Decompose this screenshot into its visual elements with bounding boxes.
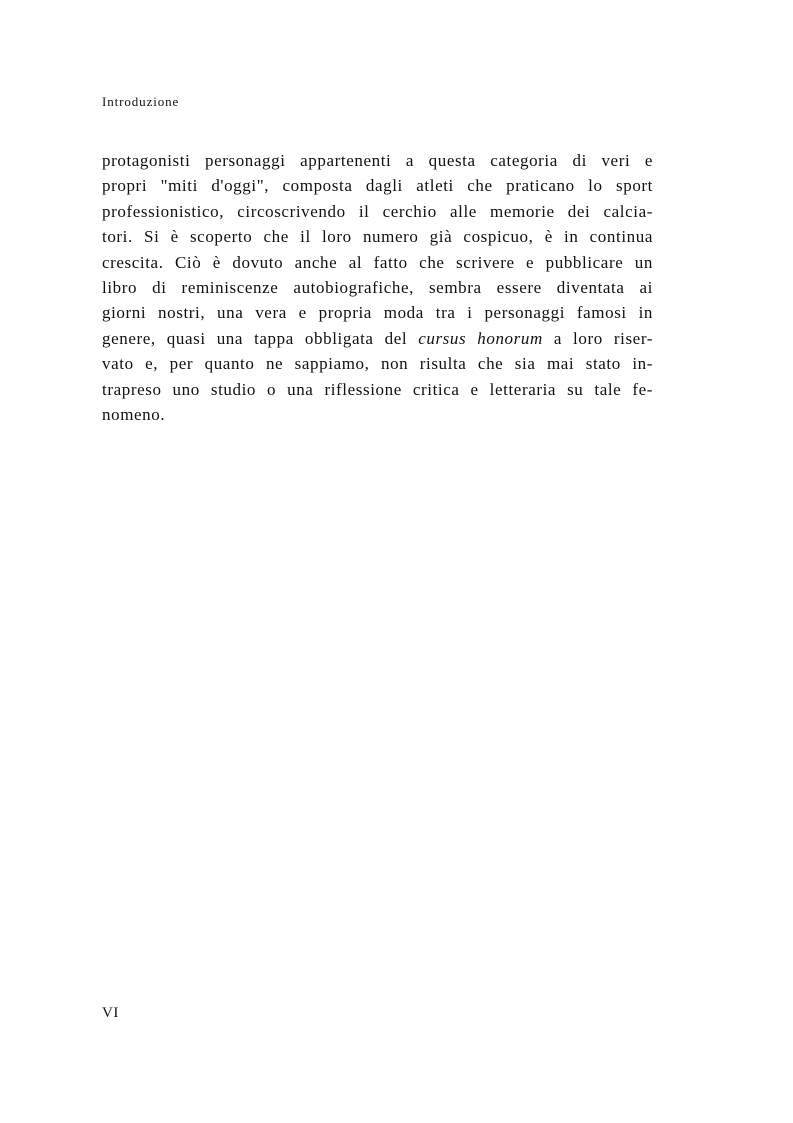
text-line: giorni nostri, una vera e propria moda tra i personaggi famosi in	[102, 303, 653, 323]
text-line: nomeno.	[102, 404, 166, 424]
body-paragraph	[102, 148, 653, 427]
text-line: tori. Si è scoperto che il loro numero già cospicuo, è in continua	[102, 227, 653, 247]
text-segment: a loro riser-	[542, 328, 653, 348]
text-line: crescita. Ciò è dovuto anche al fatto che scrivere e pubblicare un	[102, 252, 653, 272]
running-header: Introduzione	[102, 94, 180, 109]
page-number: VI	[102, 1005, 119, 1021]
text-segment: genere, quasi una tappa obbligata del	[102, 328, 419, 348]
text-line: professionistico, circoscrivendo il cerchio alle memorie dei calcia-	[102, 201, 653, 221]
text-line: protagonisti personaggi appartenenti a questa categoria di veri e	[102, 151, 653, 170]
text-line: trapreso uno studio o una riflessione critica e letteraria su tale fe-	[102, 379, 653, 399]
text-line: libro di reminiscenze autobiografiche, sembra essere diventata ai	[102, 277, 653, 297]
text-line: vato e, per quanto ne sappiamo, non risulta che sia mai stato in-	[102, 354, 653, 374]
text-line: propri "miti d'oggi", composta dagli atleti che praticano lo sport	[102, 176, 653, 196]
text-line-with-emphasis	[102, 326, 653, 351]
emphasized-phrase: cursus honorum	[418, 328, 543, 348]
